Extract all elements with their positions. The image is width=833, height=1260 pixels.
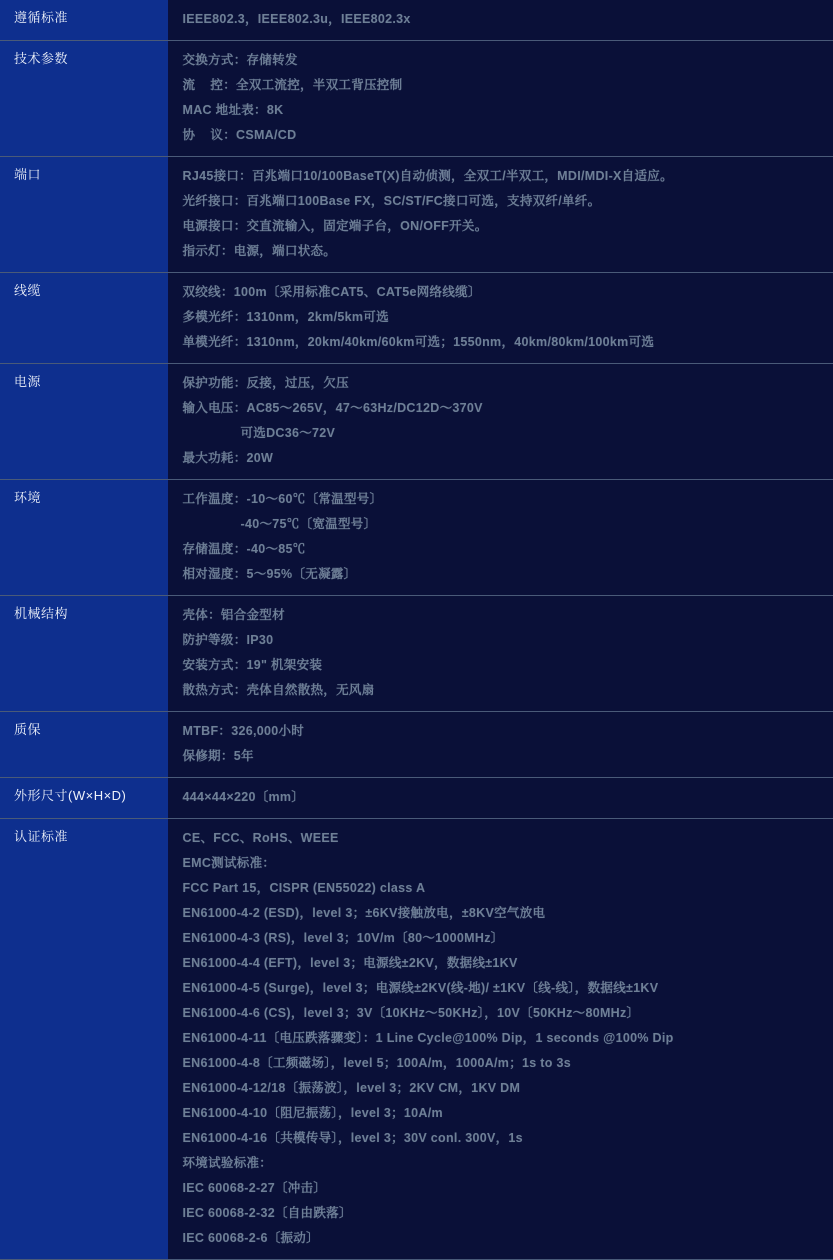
- spec-value-line: IEEE802.3，IEEE802.3u，IEEE802.3x: [182, 12, 411, 26]
- spec-label-text: 质保: [14, 722, 42, 737]
- spec-value-line: 双绞线：100m〔采用标准CAT5、CAT5e网络线缆〕: [182, 285, 481, 299]
- table-row: [0, 596, 833, 712]
- spec-label-text: 环境: [14, 490, 42, 505]
- spec-value-line: 相对湿度：5～95%〔无凝露〕: [182, 567, 357, 581]
- spec-value-line: EN61000-4-8〔工频磁场〕，level 5；100A/m，1000A/m；1s to 3s: [182, 1056, 571, 1070]
- spec-label-text: 电源: [14, 374, 42, 389]
- spec-value-line: MAC 地址表：8K: [182, 103, 284, 117]
- spec-value-line: 环境试验标准：: [182, 1156, 273, 1170]
- spec-value-line: EN61000-4-6 (CS)，level 3；3V〔10KHz～50KHz〕，10V〔50KHz～80MHz〕: [182, 1006, 640, 1020]
- spec-value-line: MTBF：326,000小时: [182, 724, 305, 738]
- spec-label-cell: [0, 273, 168, 364]
- table-row: [0, 364, 833, 480]
- spec-label-cell: [0, 712, 168, 778]
- table-row: [0, 273, 833, 364]
- spec-value-line: 电源接口：交直流输入，固定端子台，ON/OFF开关。: [182, 219, 488, 233]
- spec-value-line: 散热方式：壳体自然散热，无风扇: [182, 683, 375, 697]
- spec-value-line: EN61000-4-11〔电压跌落骤变〕：1 Line Cycle@100% Dip，1 seconds @100% Dip: [182, 1031, 674, 1045]
- spec-value-cell: [168, 480, 833, 596]
- spec-label-text: 遵循标准: [14, 10, 69, 25]
- table-row: [0, 41, 833, 157]
- spec-value-line: EN61000-4-3 (RS)，level 3；10V/m〔80～1000MHz〕: [182, 931, 504, 945]
- spec-value-cell: [168, 596, 833, 712]
- spec-label-cell: [0, 364, 168, 480]
- spec-value-cell: [168, 0, 833, 41]
- spec-value-line: 指示灯：电源，端口状态。: [182, 244, 337, 258]
- spec-value-line: EN61000-4-16〔共模传导〕，level 3；30V conl. 300V，1s: [182, 1131, 523, 1145]
- table-row: [0, 0, 833, 41]
- spec-value-line: 工作温度：-10～60℃〔常温型号〕: [182, 492, 383, 506]
- spec-value-line: 协 议：CSMA/CD: [182, 128, 297, 142]
- spec-value-line: 存储温度：-40～85℃: [182, 542, 306, 556]
- spec-value-cell: [168, 778, 833, 819]
- spec-label-cell: [0, 41, 168, 157]
- spec-value-cell: [168, 819, 833, 1260]
- table-row: [0, 819, 833, 1260]
- spec-value-line: 光纤接口：百兆端口100Base FX，SC/ST/FC接口可选，支持双纤/单纤。: [182, 194, 601, 208]
- spec-value-line: EN61000-4-2 (ESD)，level 3；±6KV接触放电，±8KV空气放电: [182, 906, 546, 920]
- spec-value-line: EN61000-4-10〔阻尼振荡〕，level 3；10A/m: [182, 1106, 443, 1120]
- spec-value-line: 保护功能：反接，过压，欠压: [182, 376, 349, 390]
- spec-value-line: 安装方式：19" 机架安装: [182, 658, 323, 672]
- spec-value-cell: [168, 157, 833, 273]
- spec-value-line: EN61000-4-5 (Surge)，level 3；电源线±2KV(线-地)/ ±1KV〔线-线〕，数据线±1KV: [182, 981, 659, 995]
- spec-value-cell: [168, 41, 833, 157]
- spec-value-line: IEC 60068-2-27〔冲击〕: [182, 1181, 327, 1195]
- spec-value-line: EN61000-4-12/18〔振荡波〕，level 3；2KV CM，1KV DM: [182, 1081, 521, 1095]
- spec-value-line: 保修期：5年: [182, 749, 254, 763]
- spec-value-line: EN61000-4-4 (EFT)，level 3；电源线±2KV，数据线±1KV: [182, 956, 518, 970]
- spec-label-text: 认证标准: [14, 829, 69, 844]
- spec-value-line: 最大功耗：20W: [182, 451, 274, 465]
- spec-label-text: 线缆: [14, 283, 42, 298]
- spec-value-line: -40～75℃〔宽温型号〕: [240, 517, 377, 531]
- spec-value-cell: [168, 273, 833, 364]
- spec-label-text: 技术参数: [14, 51, 69, 66]
- spec-label-cell: [0, 778, 168, 819]
- spec-label-cell: [0, 0, 168, 41]
- spec-label-cell: [0, 819, 168, 1260]
- spec-label-text: 外形尺寸(W×H×D): [14, 788, 127, 803]
- spec-value-line: 输入电压：AC85～265V，47～63Hz/DC12D～370V: [182, 401, 483, 415]
- spec-value-line: 可选DC36～72V: [240, 426, 336, 440]
- spec-value-line: 壳体：铝合金型材: [182, 608, 285, 622]
- spec-value-line: CE、FCC、RoHS、WEEE: [182, 831, 339, 845]
- table-row: [0, 480, 833, 596]
- spec-value-line: IEC 60068-2-32〔自由跌落〕: [182, 1206, 352, 1220]
- spec-label-text: 端口: [14, 167, 42, 182]
- spec-value-cell: [168, 712, 833, 778]
- spec-value-line: EMC测试标准：: [182, 856, 276, 870]
- spec-value-line: IEC 60068-2-6〔振动〕: [182, 1231, 319, 1245]
- spec-label-cell: [0, 480, 168, 596]
- spec-label-text: 机械结构: [14, 606, 69, 621]
- spec-value-line: 单模光纤：1310nm，20km/40km/60km可选；1550nm，40km/80km/100km可选: [182, 335, 655, 349]
- spec-value-line: 交换方式：存储转发: [182, 53, 298, 67]
- table-row: [0, 157, 833, 273]
- spec-value-line: 流 控：全双工流控，半双工背压控制: [182, 78, 403, 92]
- table-row: [0, 712, 833, 778]
- spec-value-line: 多模光纤：1310nm，2km/5km可选: [182, 310, 389, 324]
- spec-value-line: 防护等级：IP30: [182, 633, 274, 647]
- spec-value-line: RJ45接口：百兆端口10/100BaseT(X)自动侦测，全双工/半双工，MDI/MDI-X自适应。: [182, 169, 673, 183]
- spec-value-cell: [168, 364, 833, 480]
- table-row: [0, 778, 833, 819]
- spec-value-line: 444×44×220〔mm〕: [182, 790, 305, 804]
- spec-value-line: FCC Part 15，CISPR (EN55022) class A: [182, 881, 426, 895]
- spec-label-cell: [0, 596, 168, 712]
- spec-label-cell: [0, 157, 168, 273]
